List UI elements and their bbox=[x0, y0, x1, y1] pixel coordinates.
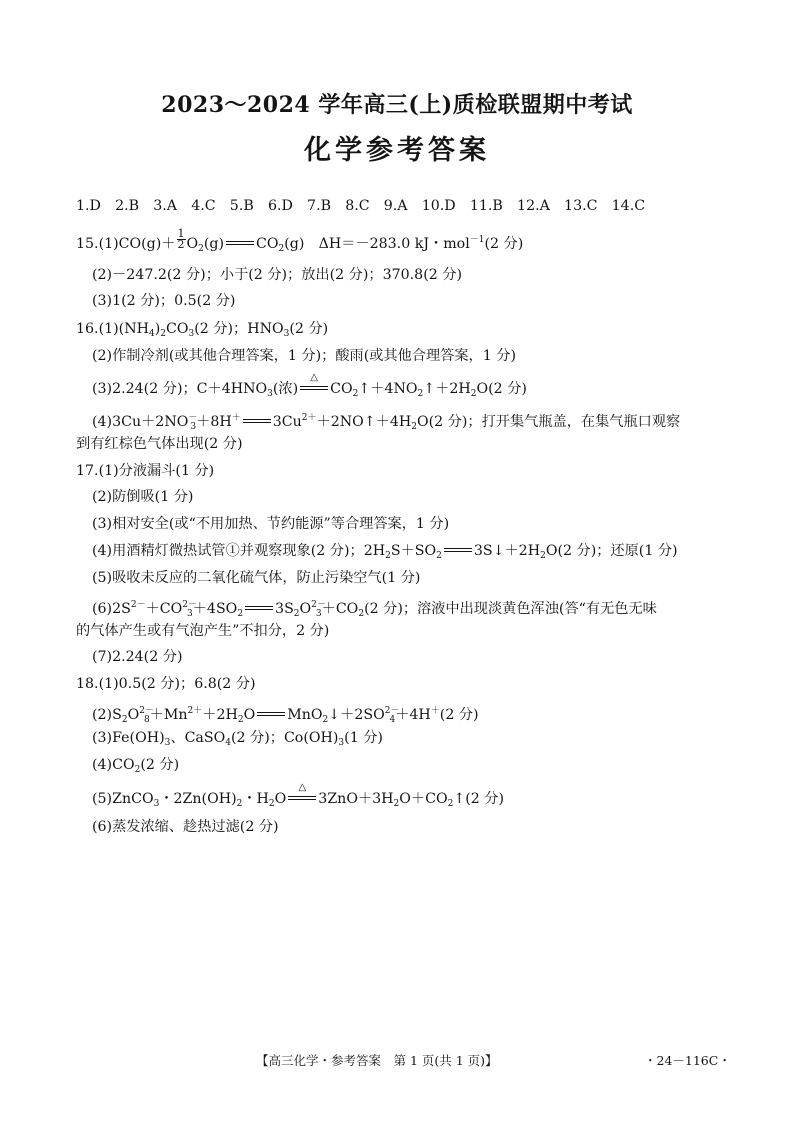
q17-line-8: (7)2.24(2 分) bbox=[92, 649, 183, 665]
q15-line-1: 15.(1)CO(g)＋ $\frac{1}{2}$ $O_2(g)$ $CO_2(g)$ ΔH＝－283.0 kJ・mol$^{-1}$(2 分) bbox=[76, 227, 524, 254]
equals-sign bbox=[245, 605, 273, 613]
q16-line-3: (3)2.24(2 分)；$C+4HNO_3$(浓) △ $CO_2↑+4NO_2↑+2H_2O(2$ 分) bbox=[92, 372, 527, 399]
q17-line-5: (5)吸收未反应的二氧化硫气体，防止污染空气(1 分) bbox=[92, 570, 421, 586]
q17-line-6: $(6)2S^{2-}+CO^{2-}_3+4SO_2$ $3S_2O^{2-}_3+CO_2(2$ 分)；溶液中出现淡黄色浑浊(答“有无色无味 bbox=[92, 600, 657, 619]
q17-line-7: 的气体产生或有气泡产生”不扣分，2 分) bbox=[76, 623, 330, 639]
answer-key-subtitle: 化学参考答案 bbox=[304, 135, 490, 166]
q17-line-2: (2)防倒吸(1 分) bbox=[92, 489, 194, 505]
q18-line-4: $(4)CO_2(2$ 分) bbox=[92, 757, 180, 775]
heat-equals-sign: △ bbox=[300, 385, 328, 393]
equals-sign bbox=[243, 418, 271, 426]
q16-line-2: (2)作制冷剂(或其他合理答案，1 分)；酸雨(或其他合理答案，1 分) bbox=[92, 348, 516, 364]
q16-line-5: 到有红棕色气体出现(2 分) bbox=[76, 436, 243, 452]
document-code: ・24－116C・ bbox=[644, 1053, 731, 1068]
q16-line-1: $16.(1)(NH_4)_2CO_3(2$ 分)；$HNO_3(2$ 分) bbox=[76, 321, 329, 339]
q18-line-2: $(2)S_2O^{2-}_8+Mn^{2+}+2H_2O$ $MnO_2↓+2SO^{2-}_4+4H^+(2$ 分) bbox=[92, 706, 479, 725]
equals-sign bbox=[226, 240, 254, 248]
equals-sign bbox=[257, 711, 285, 719]
q18-line-5: (5)ZnCO$_3$・$2Zn(OH)_2$・$H_2O$ △ $3ZnO+3H_2O+CO_2↑(2$ 分) bbox=[92, 782, 505, 809]
equals-sign bbox=[444, 547, 472, 555]
q18-line-6: (6)蒸发浓缩、趁热过滤(2 分) bbox=[92, 819, 279, 835]
q18-line-3: $(3)Fe(OH)_3$、CaSO$_4$(2 分)；$Co(OH)_3(1$ 分) bbox=[92, 730, 383, 748]
q17-line-4: (4)用酒精灯微热试管①并观察现象(2 分)；$2H_2S+SO_2$ $3S↓+2H_2O(2$ 分)；还原(1 分) bbox=[92, 543, 678, 561]
exam-title: 2023～2024 学年高三(上)质检联盟期中考试 bbox=[161, 92, 633, 118]
choice-answers: 1.D 2.B 3.A 4.C 5.B 6.D 7.B 8.C 9.A 10.D 11.B 12.A 13.C 14.C bbox=[76, 198, 646, 214]
q17-line-3: (3)相对安全(或“不用加热、节约能源”等合理答案，1 分) bbox=[92, 516, 450, 532]
q18-line-1: 18.(1)0.5(2 分)；6.8(2 分) bbox=[76, 676, 256, 692]
q17-line-1: 17.(1)分液漏斗(1 分) bbox=[76, 463, 215, 479]
q15-line-2: (2)－247.2(2 分)；小于(2 分)；放出(2 分)；370.8(2 分) bbox=[92, 267, 463, 283]
q15-line-3: (3)1(2 分)；0.5(2 分) bbox=[92, 293, 236, 309]
page-footer: 【高三化学・参考答案 第 1 页(共 1 页)】 bbox=[256, 1053, 498, 1068]
fraction-one-half: $\frac{1}{2}$ bbox=[177, 227, 185, 251]
q16-line-4: $(4)3Cu+2NO^-_3+8H^+$ $3Cu^{2+}+2NO↑+4H_2O(2$ 分)；打开集气瓶盖，在集气瓶口观察 bbox=[92, 413, 681, 432]
heat-equals-sign: △ bbox=[288, 795, 316, 803]
